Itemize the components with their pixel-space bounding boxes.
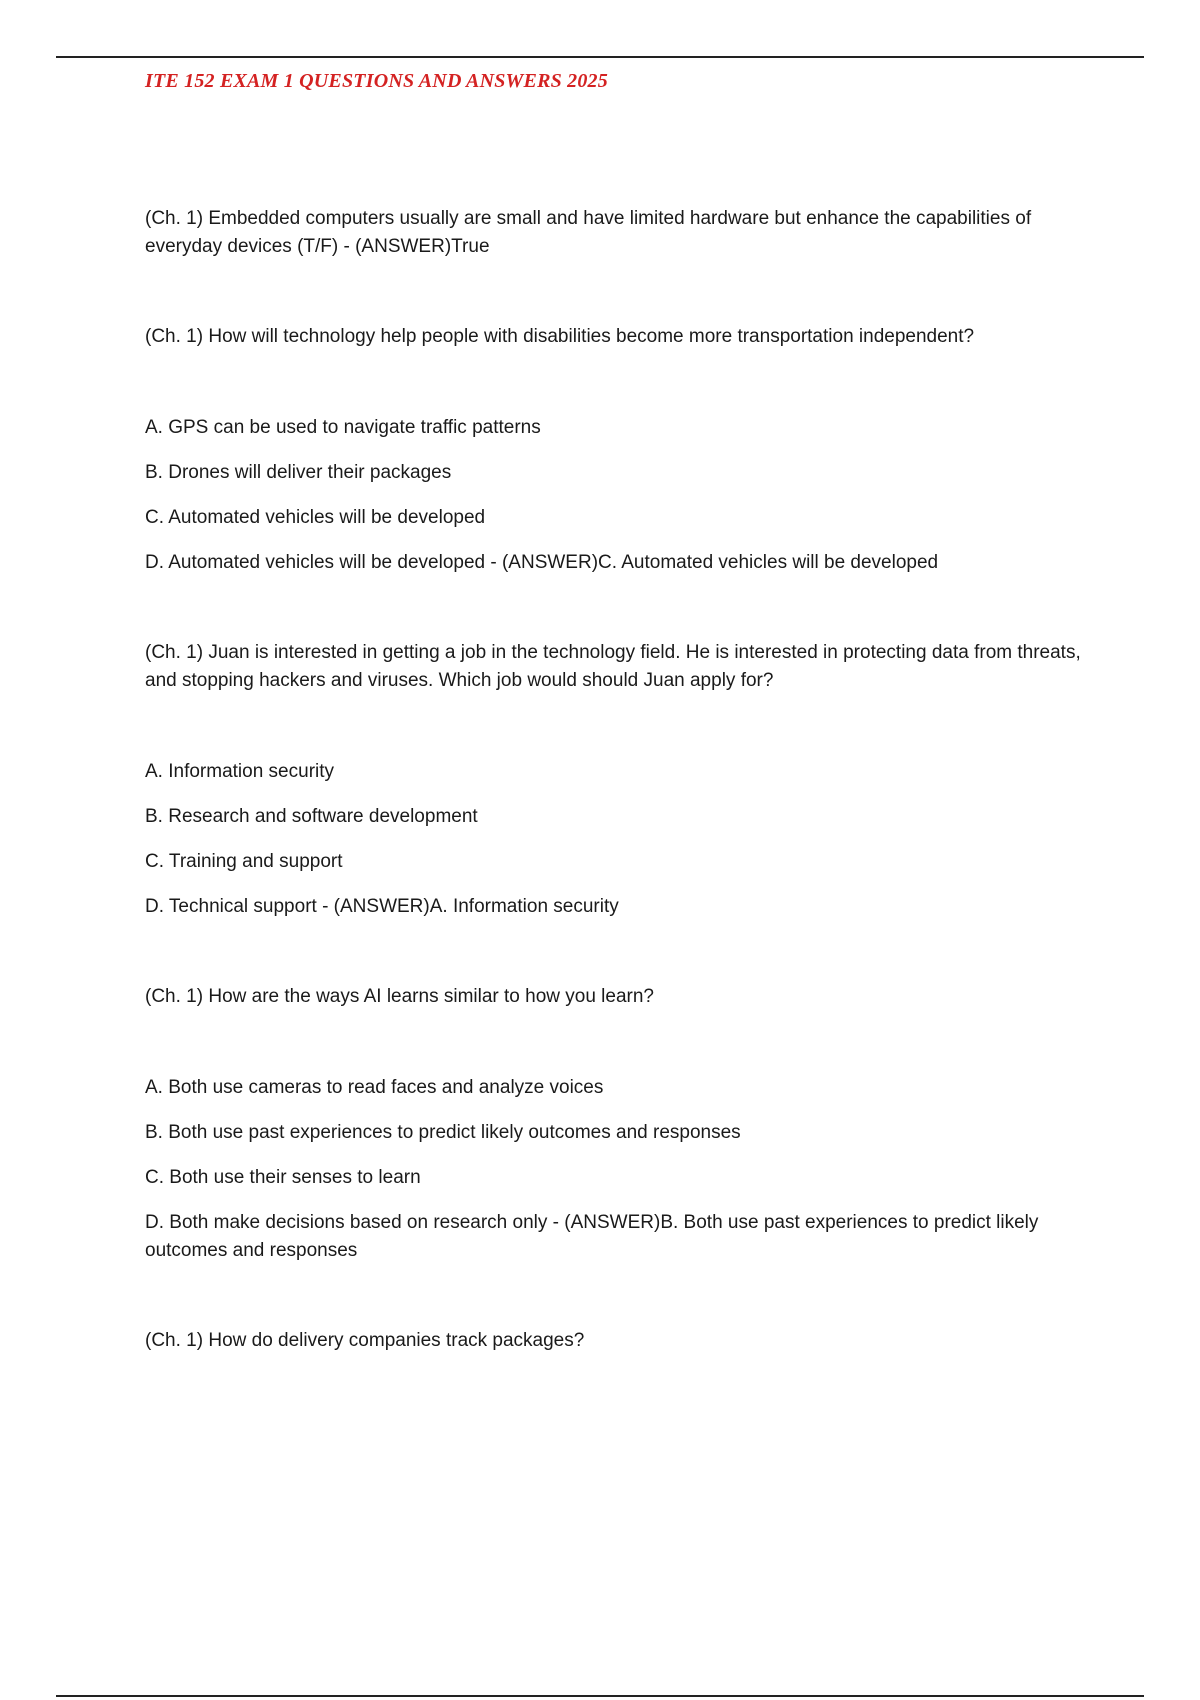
question-3-text: (Ch. 1) Juan is interested in getting a job in the technology field. He is interested in protecting data from threats, and stopping hackers and viruses. Which job would should Juan apply for? (145, 642, 1081, 691)
question-4-option-b: B. Both use past experiences to predict likely outcomes and responses (145, 1122, 741, 1143)
document-title: ITE 152 EXAM 1 QUESTIONS AND ANSWERS 2025 (145, 70, 608, 92)
question-5-text: (Ch. 1) How do delivery companies track packages? (145, 1330, 585, 1351)
question-3-option-b: B. Research and software development (145, 806, 478, 827)
question-2-option-d: D. Automated vehicles will be developed - (ANSWER)C. Automated vehicles will be developed (145, 552, 939, 573)
question-3-option-d: D. Technical support - (ANSWER)A. Information security (145, 896, 619, 917)
question-3-option-c: C. Training and support (145, 851, 343, 872)
question-2-text: (Ch. 1) How will technology help people with disabilities become more transportation independent? (145, 326, 975, 347)
question-4-option-d: D. Both make decisions based on research only - (ANSWER)B. Both use past experiences to predict likely outcomes and responses (145, 1212, 1039, 1261)
question-4-option-a: A. Both use cameras to read faces and analyze voices (145, 1077, 604, 1098)
question-1-text: (Ch. 1) Embedded computers usually are small and have limited hardware but enhance the capabilities of everyday devices (T/F) - (ANSWER)True (145, 208, 1032, 257)
question-2-option-c: C. Automated vehicles will be developed (145, 507, 486, 528)
question-4-text: (Ch. 1) How are the ways AI learns similar to how you learn? (145, 986, 654, 1007)
header-rule (56, 56, 1144, 58)
question-list (145, 205, 1095, 1355)
question-2-option-b: B. Drones will deliver their packages (145, 462, 452, 483)
question-2-option-a: A. GPS can be used to navigate traffic patterns (145, 417, 541, 438)
question-3-option-a: A. Information security (145, 761, 335, 782)
question-4-option-c: C. Both use their senses to learn (145, 1167, 421, 1188)
footer-rule (56, 1695, 1144, 1697)
